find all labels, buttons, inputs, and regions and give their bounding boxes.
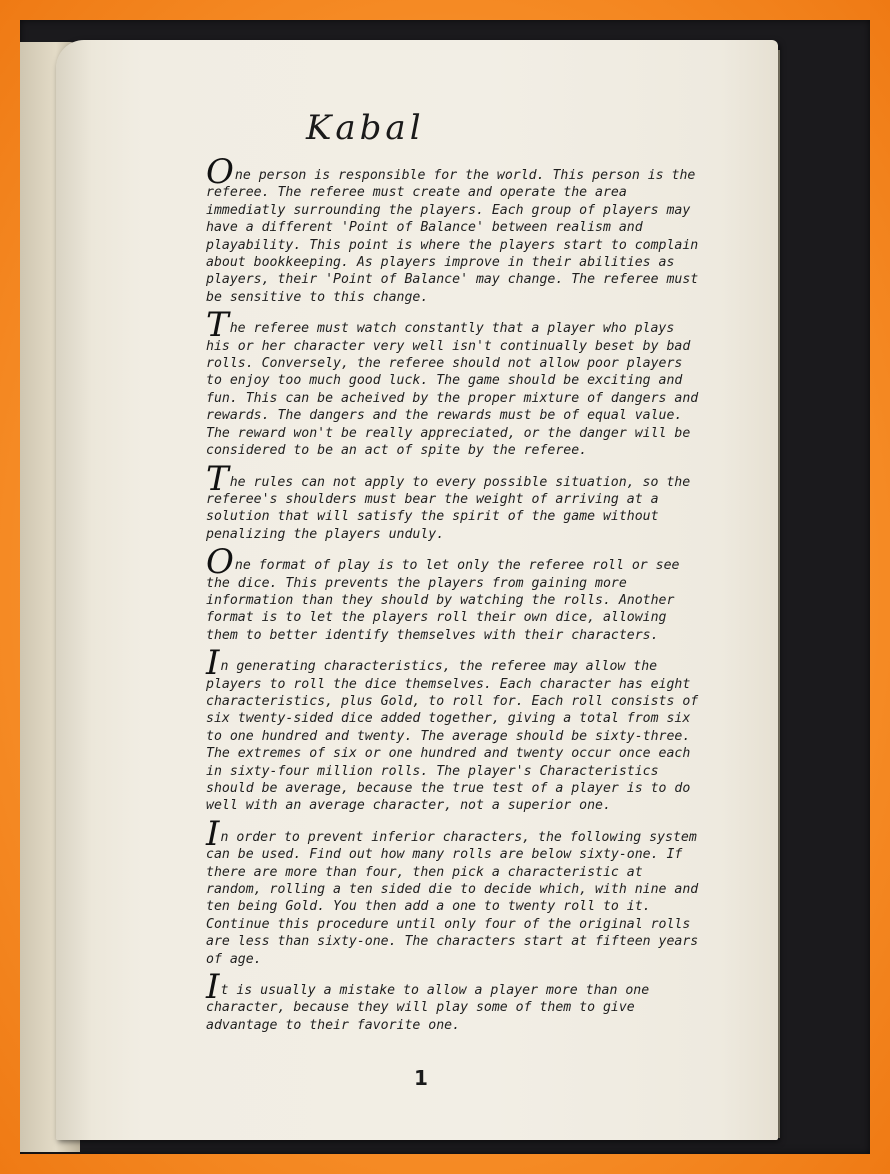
drop-cap: O [206,542,234,583]
page-number: 1 [414,1066,428,1090]
paragraph-text: t is usually a mistake to allow a player more than one character, because they will play some of them to give advantage to their favorite one. [206,983,650,1033]
paragraph-text: he rules can not apply to every possible situation, so the referee's shoulders must bear the weight of arriving at a solution that will satisfy the spirit of the game without penalizing the players unduly. [206,474,691,542]
paragraph-2 [206,305,704,459]
paragraph-4 [206,542,704,644]
paragraph-1 [206,152,704,306]
drop-cap: I [206,643,220,684]
paragraph-3 [206,458,704,544]
paragraph-7 [206,967,704,1034]
drop-cap: O [206,152,234,192]
page-body [206,152,704,1043]
page-title: Kabal [306,108,425,148]
drop-cap: I [206,967,220,1008]
paragraph-text: he referee must watch constantly that a player who plays his or her character very well isn't continually beset by bad rolls. Conversely, the referee should not allow poor players to enjoy too much good luck. The game should be exciting and fun. This can be acheived by the proper mixture of dangers and rewards. The dangers and the rewards must be of equal value. The reward won't be really appreciated, or the danger will be considered to be an act of spite by the referee. [206,321,699,459]
paragraph-5 [206,643,704,815]
drop-cap: T [206,305,229,346]
book-page [56,40,778,1140]
paragraph-text: n generating characteristics, the referee may allow the players to roll the dice themselves. Each character has eight characteristics, plus Gold, to roll for. Each roll consists of six twenty-sided dice added together, giving a total from six to one hundred and twenty. The average should be sixty-three. The extremes of six or one hundred and twenty occur once each in sixty-four million rolls. The player's Characteristics should be average, because the true test of a player is to do well with an average character, not a superior one. [206,659,699,814]
drop-cap: T [206,458,229,499]
drop-cap: I [206,813,220,854]
paragraph-text: ne person is responsible for the world. This person is the referee. The referee must create and operate the area immediatly surrounding the players. Each group of players may have a different 'Point of Balance' between realism and playability. This point is where the players start to complain about bookkeeping. As players improve in their abilities as players, their 'Point of Balance' may change. The referee must be sensitive to this change. [206,168,699,305]
book-photo [20,20,870,1154]
paragraph-text: n order to prevent inferior characters, the following system can be used. Find out how many rolls are below sixty-one. If there are more than four, then pick a characteristic at random, rolling a ten sided die to decide which, with nine and ten being Gold. You then add a one to twenty roll to it. Continue this procedure until only four of the original rolls are less than sixty-one. The characters start at fifteen years of age. [206,829,699,967]
paragraph-6 [206,813,704,968]
paragraph-text: ne format of play is to let only the referee roll or see the dice. This prevents the players from gaining more information than they should by watching the rolls. Another format is to let the players roll their own dice, allowing them to better identify themselves with their characters. [206,558,680,643]
